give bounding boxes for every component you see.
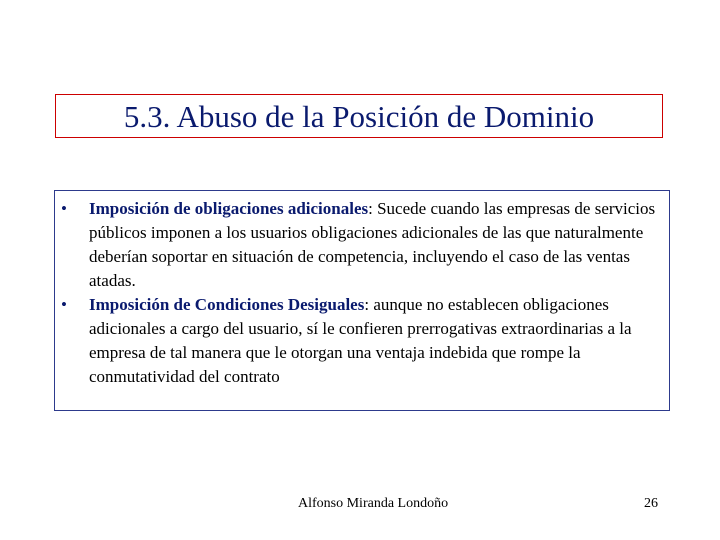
bullet-marker: • — [61, 295, 67, 314]
bullet-text: : aunque no establecen obligaciones adicionales a cargo del usuario, sí le confieren prerrogativas extraordinarias a la empresa de tal manera que le otorgan una ventaja indebida que rompe la conmutatividad del contrato — [89, 295, 632, 386]
page-number: 26 — [644, 496, 658, 511]
title-frame — [55, 94, 663, 138]
slide-title: 5.3. Abuso de la Posición de Dominio — [123, 98, 595, 134]
bullet-body — [89, 197, 661, 293]
bullet-term: Imposición de Condiciones Desiguales — [89, 295, 365, 314]
bullet-marker: • — [61, 199, 67, 218]
bullet-item-unequal-conditions — [59, 293, 661, 389]
bullet-body — [89, 293, 661, 389]
footer-author: Alfonso Miranda Londoño — [298, 496, 449, 511]
bullet-term: Imposición de obligaciones adicionales — [89, 199, 369, 218]
bullet-item-additional-obligations — [59, 197, 661, 293]
bullet-text: : Sucede cuando las empresas de servicios públicos imponen a los usuarios obligaciones adicionales de las que naturalmente deberían soportar en situación de competencia, incluyendo el caso de las ventas atadas. — [89, 199, 656, 290]
content-frame — [54, 190, 670, 411]
